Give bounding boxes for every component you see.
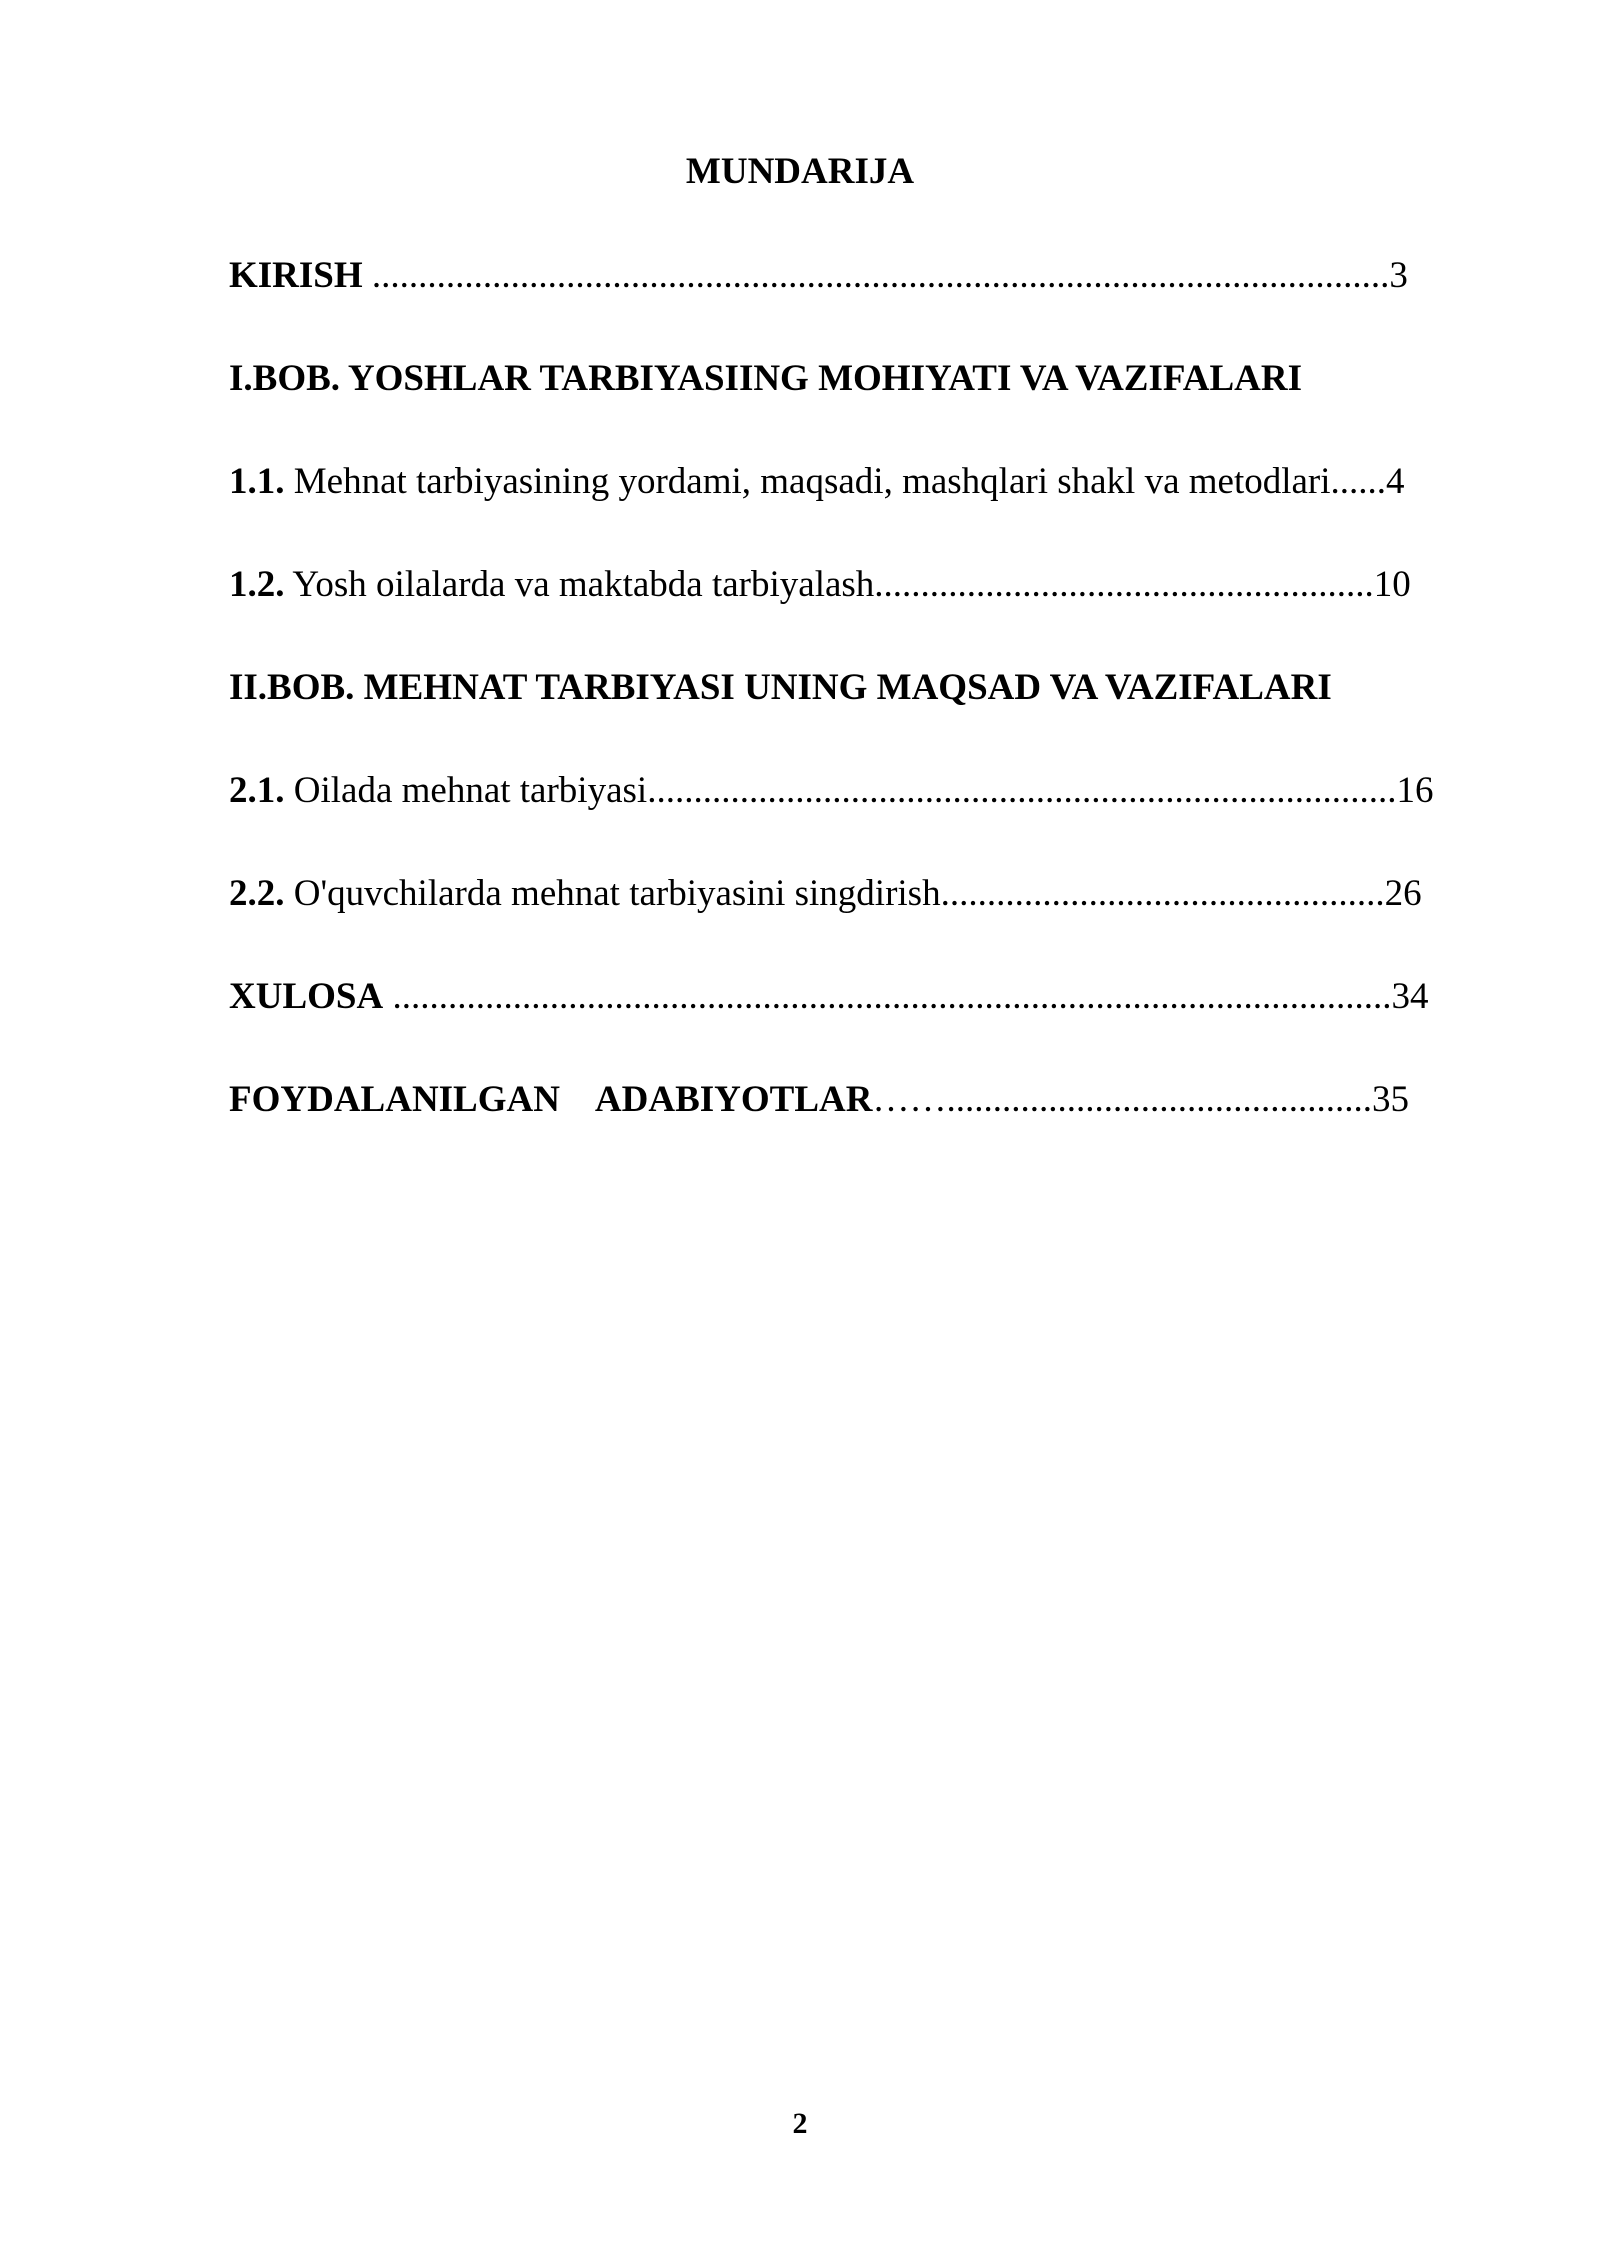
toc-entry-leader: ……..............................................: [872, 1079, 1372, 1120]
page-title: MUNDARIJA: [685, 151, 915, 192]
toc-entry-page: 3: [1389, 255, 1408, 296]
toc-entry-label: FOYDALANILGAN ADABIYOTLAR: [229, 1079, 873, 1120]
toc-entry-2-1[interactable]: [229, 769, 1459, 872]
toc-entry-label: Yosh oilalarda va maktabda tarbiyalash: [284, 564, 875, 605]
toc-entry-xulosa[interactable]: [229, 975, 1459, 1078]
toc-entry-leader: ................................................: [940, 873, 1385, 914]
toc-entry-page: 16: [1396, 770, 1434, 811]
toc-entry-page: 34: [1391, 976, 1429, 1017]
toc-entry-leader: ......: [1330, 461, 1387, 502]
toc-entry-page: 26: [1384, 873, 1422, 914]
toc-entry-number: 1.1.: [229, 461, 285, 502]
toc-entry-label: Mehnat tarbiyasining yordami, maqsadi, mashqlari shakl va metodlari: [284, 461, 1331, 502]
toc-entry-leader: ............................................................................................................: [383, 976, 1392, 1017]
page-number: 2: [792, 2107, 808, 2140]
table-of-contents: [229, 254, 1459, 1181]
toc-entry-label: XULOSA: [229, 976, 384, 1017]
toc-entry-chapter-1[interactable]: [229, 357, 1459, 460]
toc-entry-label: KIRISH: [229, 255, 363, 296]
toc-entry-adabiyotlar[interactable]: [229, 1078, 1459, 1181]
toc-entry-chapter-2[interactable]: [229, 666, 1459, 769]
toc-entry-label: II.BOB. MEHNAT TARBIYASI UNING MAQSAD VA VAZIFALARI: [229, 667, 1332, 708]
toc-entry-leader: ......................................................: [874, 564, 1374, 605]
toc-entry-kirish[interactable]: [229, 254, 1459, 357]
toc-entry-page: 10: [1373, 564, 1411, 605]
toc-entry-1-1[interactable]: [229, 460, 1459, 563]
toc-entry-2-2[interactable]: [229, 872, 1459, 975]
toc-entry-label: Oilada mehnat tarbiyasi: [284, 770, 648, 811]
toc-entry-page: 35: [1371, 1079, 1409, 1120]
toc-entry-leader: .................................................................................: [647, 770, 1397, 811]
toc-entry-number: 2.1.: [229, 770, 285, 811]
toc-entry-leader: ..............................................................................................................: [362, 255, 1390, 296]
toc-entry-page: 4: [1386, 461, 1405, 502]
toc-entry-1-2[interactable]: [229, 563, 1459, 666]
toc-entry-label: I.BOB. YOSHLAR TARBIYASIING MOHIYATI VA VAZIFALARI: [229, 358, 1302, 399]
toc-entry-number: 2.2.: [229, 873, 285, 914]
toc-entry-number: 1.2.: [229, 564, 285, 605]
toc-entry-label: O'quvchilarda mehnat tarbiyasini singdirish: [284, 873, 941, 914]
